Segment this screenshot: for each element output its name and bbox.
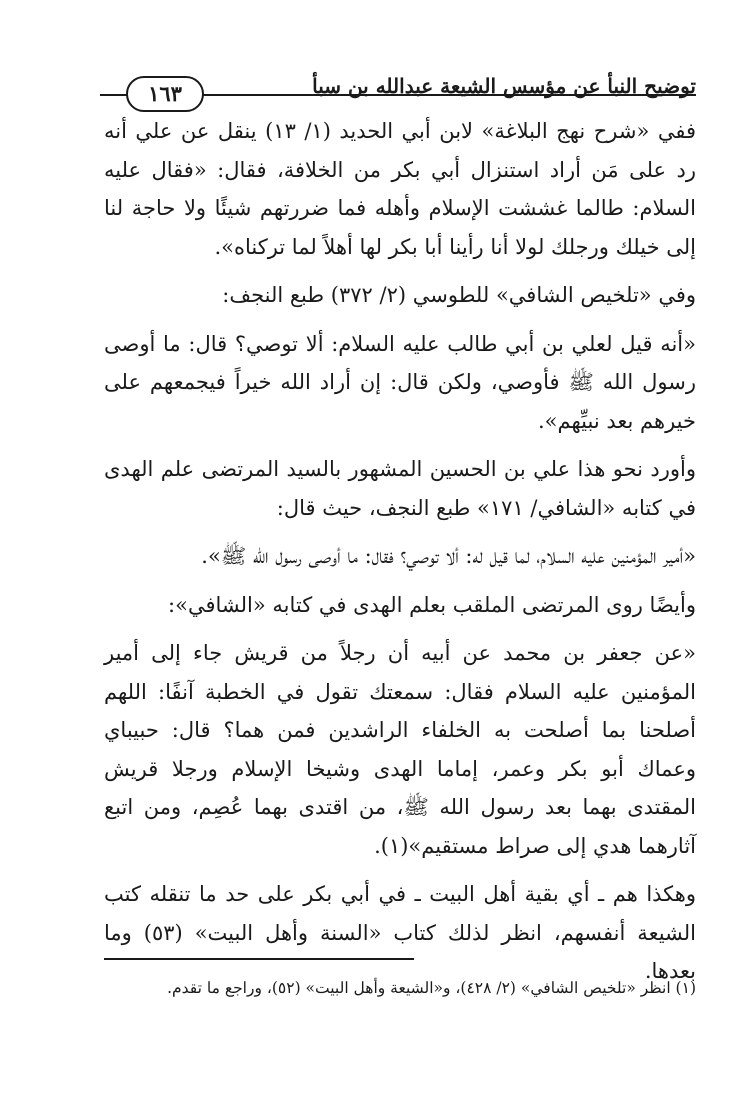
paragraph: وفي «تلخيص الشافي» للطوسي (٢/ ٣٧٢) طبع النجف: (222, 283, 696, 307)
footnote-separator (104, 958, 414, 960)
page-number: ١٦٣ (126, 76, 204, 112)
paragraph: وأورد نحو هذا علي بن الحسين المشهور بالسيد المرتضى علم الهدى في كتابه «الشافي/ ١٧١» طبع النجف، حيث قال: (104, 457, 696, 520)
running-title: توضيح النبأ عن مؤسس الشيعة عبدالله بن سبأ (312, 74, 696, 98)
paragraph: «عن جعفر بن محمد عن أبيه أن رجلاً من قريش جاء إلى أمير المؤمنين عليه السلام فقال: سمعتك تقول في الخطبة آنفًا: اللهم أصلحنا بما أصلحت به الخلفاء الراشدين فمن هما؟ قال: حبيباي وعماك أبو بكر وعمر، إماما الهدى وشيخا الإسلام ورجلا قريش المقتدى بهما بعد رسول الله ﷺ، من اقتدى بهما عُصِم، ومن اتبع آثارهما هدي إلى صراط مستقيم»(١). (104, 641, 696, 858)
paragraph: «أمير المؤمنين عليه السلام، لما قيل له: ألا توصي؟ فقال: ما أوصى رسول الله ﷺ». (201, 544, 696, 568)
paragraph: وهكذا هم ـ أي بقية أهل البيت ـ في أبي بكر على حد ما تنقله كتب الشيعة أنفسهم، انظر لذلك كتاب «السنة وأهل البيت» (٥٣) وما بعدها. (104, 882, 697, 983)
paragraph: وأيضًا روى المرتضى الملقب بعلم الهدى في كتابه «الشافي»: (168, 592, 696, 617)
body-text (104, 112, 696, 1001)
paragraph: «أنه قيل لعلي بن أبي طالب عليه السلام: ألا توصي؟ قال: ما أوصى رسول الله ﷺ فأوصي، ولكن قال: إن أراد الله خيراً فيجمعهم على خيرهم بعد نبيِّهم». (104, 331, 696, 433)
footnote: (١) انظر «تلخيص الشافي» (٢/ ٤٢٨)، و«الشيعة وأهل البيت» (٥٢)، وراجع ما تقدم. (167, 979, 696, 997)
running-header (100, 70, 696, 110)
paragraph: ففي «شرح نهج البلاغة» لابن أبي الحديد (١/ ١٣) ينقل عن علي أنه رد على مَن أراد استنزال أبي بكر من الخلافة، فقال: «فقال عليه السلام: طالما غششت الإسلام وأهله فما ضررتهم شيئًا ولا حاجة لنا إلى خيلك ورجلك لولا أنا رأينا أبا بكر لها أهلاً لما تركناه». (104, 119, 696, 259)
